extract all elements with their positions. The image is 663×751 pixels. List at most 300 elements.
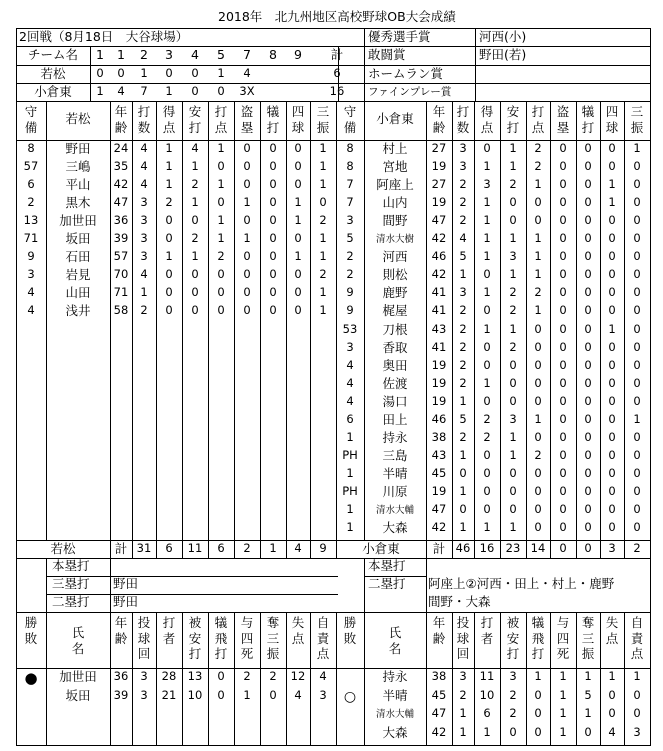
- pitcher-name: 半晴: [382, 687, 408, 703]
- batting-cell: 0: [165, 303, 173, 318]
- batting-cell: 9: [346, 303, 354, 318]
- batting-cell: 0: [509, 483, 517, 498]
- batting-cell: 1: [483, 213, 491, 228]
- batting-cell: 41: [431, 285, 447, 300]
- inning-header: 4: [191, 47, 199, 62]
- batter-name: 間野: [382, 213, 408, 229]
- batting-cell: 0: [584, 231, 592, 246]
- batting-cell: 0: [483, 502, 491, 516]
- batting-cell: 0: [559, 393, 567, 408]
- batting-cell: 0: [633, 249, 641, 264]
- batter-name: 岩見: [65, 267, 91, 283]
- double-label-left: 二塁打: [52, 594, 90, 609]
- batting-cell: 0: [559, 285, 567, 300]
- batting-cell: 1: [509, 141, 517, 155]
- batter-name: 山内: [382, 195, 408, 211]
- batting-cell: 3: [140, 231, 148, 246]
- batting-cell: 1: [459, 520, 467, 535]
- batter-name: 野田: [65, 141, 91, 156]
- batting-cell: 0: [294, 177, 302, 192]
- batting-cell: 0: [243, 159, 251, 174]
- batting-cell: 1: [483, 195, 491, 210]
- batting-cell: 0: [243, 249, 251, 264]
- batting-cell: 2: [459, 195, 467, 210]
- batting-cell: 39: [113, 231, 129, 246]
- batting-cell: 2: [534, 159, 542, 174]
- batting-cell: 0: [483, 141, 491, 155]
- batting-cell: 0: [608, 465, 616, 480]
- batting-header: 守備: [343, 104, 357, 135]
- batting-cell: 71: [23, 231, 39, 246]
- batting-cell: 46: [431, 411, 447, 426]
- pitching-header: 投球回: [137, 615, 151, 662]
- batting-cell: 0: [191, 267, 199, 282]
- batting-cell: 2: [459, 375, 467, 390]
- batter-name: 浅井: [65, 303, 91, 319]
- batting-header-team-left: 若松: [65, 111, 91, 126]
- batting-cell: 70: [113, 267, 129, 282]
- totals-cell: 0: [584, 541, 592, 555]
- award-mvp-value: 河西(小): [479, 29, 527, 44]
- batting-cell: 0: [584, 249, 592, 264]
- pitching-cell: 2: [459, 687, 467, 702]
- inning-header: 7: [243, 47, 251, 62]
- batting-header: 安打: [188, 104, 202, 135]
- batting-cell: PH: [342, 483, 358, 498]
- batting-cell: 0: [584, 502, 592, 516]
- batting-cell: 8: [346, 159, 354, 174]
- batting-cell: 1: [459, 267, 467, 282]
- pitching-header: 被安打: [188, 615, 202, 662]
- inning-score: 1: [96, 84, 104, 98]
- batting-cell: 0: [608, 267, 616, 282]
- batter-name: 清水大輔: [375, 505, 414, 516]
- batting-cell: 1: [243, 231, 251, 246]
- pitching-cell: 0: [608, 687, 616, 702]
- batting-cell: 0: [633, 447, 641, 462]
- pitching-cell: 2: [509, 687, 517, 702]
- totals-cell: 1: [269, 541, 277, 555]
- batting-header: 犠打: [581, 104, 595, 135]
- pitching-header: 年齢: [432, 615, 446, 646]
- batting-cell: 0: [584, 303, 592, 318]
- batting-cell: 0: [534, 357, 542, 372]
- batting-cell: 1: [459, 447, 467, 462]
- batting-cell: 0: [633, 159, 641, 174]
- batting-cell: 0: [608, 285, 616, 300]
- batting-cell: 42: [431, 231, 447, 246]
- pitching-header: 犠飛打: [214, 615, 228, 662]
- batting-cell: 1: [509, 447, 517, 462]
- batting-cell: 1: [608, 195, 616, 210]
- batter-name: 清水大樹: [375, 234, 414, 246]
- batting-header: 打数: [137, 104, 151, 135]
- batting-cell: 38: [431, 429, 447, 444]
- batting-cell: 0: [217, 303, 225, 318]
- batting-cell: 0: [608, 483, 616, 498]
- pitching-cell: 36: [113, 669, 129, 683]
- pitching-cell: 1: [559, 706, 567, 720]
- batting-cell: 0: [534, 339, 542, 354]
- batting-cell: 0: [509, 502, 517, 516]
- batting-cell: 41: [431, 339, 447, 354]
- batting-cell: 1: [140, 285, 148, 300]
- pitching-cell: 1: [459, 706, 467, 720]
- batting-cell: 0: [633, 195, 641, 210]
- batting-cell: 0: [534, 520, 542, 535]
- batting-cell: 1: [534, 231, 542, 246]
- batting-cell: 2: [534, 447, 542, 462]
- batting-cell: 0: [294, 267, 302, 282]
- pitching-cell: 2: [509, 706, 517, 720]
- batting-cell: 2: [459, 213, 467, 228]
- batter-name: 黒木: [65, 195, 91, 211]
- pitching-cell: 3: [319, 688, 327, 702]
- batting-cell: 1: [608, 177, 616, 192]
- batting-cell: 0: [633, 231, 641, 246]
- pitching-cell: 1: [483, 724, 491, 739]
- batting-cell: 0: [584, 141, 592, 155]
- batting-cell: 2: [346, 267, 354, 282]
- batting-cell: 0: [559, 249, 567, 264]
- batting-cell: 8: [346, 141, 354, 155]
- batter-name: 田上: [382, 411, 408, 427]
- totals-cell: 14: [530, 541, 546, 555]
- batting-cell: 0: [584, 393, 592, 408]
- batter-name: 湯口: [382, 393, 408, 409]
- batting-cell: 1: [633, 141, 641, 155]
- batting-cell: 3: [140, 249, 148, 264]
- batting-cell: 36: [113, 213, 129, 228]
- pitching-cell: 3: [140, 688, 148, 702]
- inning-score: 1: [140, 66, 148, 80]
- batting-cell: 0: [483, 393, 491, 408]
- batting-cell: 1: [191, 159, 199, 174]
- batting-cell: 0: [633, 267, 641, 282]
- batter-name: 加世田: [59, 213, 97, 229]
- triple-label-left: 三塁打: [52, 576, 90, 591]
- pitching-cell: 42: [431, 724, 447, 739]
- page-title: 2018年 北九州地区高校野球OB大会成績: [218, 9, 456, 24]
- batting-cell: 0: [584, 213, 592, 228]
- batting-cell: 0: [483, 267, 491, 282]
- batting-cell: 0: [559, 465, 567, 480]
- totals-team-left: 若松: [50, 541, 76, 556]
- batting-cell: 19: [431, 195, 447, 210]
- batting-cell: 1: [608, 321, 616, 336]
- batting-cell: 2: [165, 195, 173, 210]
- batting-cell: 24: [113, 141, 129, 155]
- batting-cell: 57: [23, 159, 39, 174]
- batter-name: 鹿野: [382, 285, 408, 301]
- batting-cell: 0: [509, 195, 517, 210]
- pitching-header-name: 氏名: [71, 625, 85, 656]
- batting-cell: 19: [431, 483, 447, 498]
- totals-cell: 2: [633, 541, 641, 555]
- batting-cell: 7: [346, 195, 354, 210]
- batting-cell: 1: [346, 502, 354, 516]
- pitching-cell: 12: [290, 669, 306, 683]
- batting-cell: 0: [584, 429, 592, 444]
- batter-name: 三嶋: [65, 159, 91, 175]
- batting-cell: 0: [269, 195, 277, 210]
- batting-header: 守備: [24, 104, 38, 135]
- batting-cell: 1: [319, 159, 327, 174]
- batting-cell: 1: [217, 231, 225, 246]
- pitching-cell: 38: [431, 669, 447, 683]
- batter-name: 阿座上: [376, 177, 414, 193]
- pitcher-name: 坂田: [65, 688, 91, 703]
- batting-cell: 4: [140, 141, 148, 155]
- batting-cell: 1: [319, 177, 327, 192]
- inning-header: 3: [165, 47, 173, 62]
- batting-cell: 0: [243, 267, 251, 282]
- batting-cell: 1: [191, 249, 199, 264]
- batting-cell: 9: [346, 285, 354, 300]
- batting-cell: 0: [534, 429, 542, 444]
- batting-cell: 0: [608, 213, 616, 228]
- batting-cell: 46: [431, 249, 447, 264]
- batting-cell: 1: [534, 411, 542, 426]
- batting-cell: 1: [509, 159, 517, 174]
- award-fighting-value: 野田(若): [479, 47, 527, 62]
- batting-cell: 0: [294, 141, 302, 155]
- batting-header: 得点: [480, 104, 494, 135]
- batting-cell: 0: [633, 393, 641, 408]
- batting-cell: 1: [243, 195, 251, 210]
- batting-cell: 1: [509, 520, 517, 535]
- batting-cell: 0: [584, 483, 592, 498]
- linescore-team-header: チーム名: [27, 47, 78, 62]
- batting-cell: 0: [269, 249, 277, 264]
- batting-cell: 0: [608, 339, 616, 354]
- batter-name: 奥田: [382, 357, 408, 373]
- pitching-header: 失点: [291, 615, 305, 646]
- batting-cell: 0: [608, 303, 616, 318]
- pitching-cell: 4: [294, 688, 302, 702]
- batting-cell: 3: [459, 141, 467, 155]
- batting-cell: 2: [459, 303, 467, 318]
- batting-cell: 41: [431, 303, 447, 318]
- batting-cell: 71: [113, 285, 129, 300]
- batting-cell: 4: [346, 393, 354, 408]
- batting-cell: 0: [633, 213, 641, 228]
- batting-cell: 0: [269, 213, 277, 228]
- batting-cell: 0: [269, 231, 277, 246]
- batter-name: 山田: [65, 285, 91, 301]
- pitching-cell: 1: [559, 724, 567, 739]
- pitching-cell: 1: [584, 706, 592, 720]
- batting-cell: 1: [483, 249, 491, 264]
- pitching-header: 勝敗: [24, 615, 38, 646]
- batting-cell: 0: [559, 520, 567, 535]
- batting-cell: 0: [459, 502, 467, 516]
- linescore-team: 小倉東: [34, 84, 72, 99]
- batting-header: 年齢: [114, 104, 128, 135]
- totals-cell: 0: [559, 541, 567, 555]
- batting-header: 三振: [630, 104, 644, 135]
- batter-name: 坂田: [65, 231, 91, 247]
- batting-cell: 0: [534, 195, 542, 210]
- linescore-team: 若松: [40, 66, 66, 81]
- batting-cell: 1: [319, 285, 327, 300]
- batting-cell: 0: [509, 465, 517, 480]
- batting-cell: 0: [559, 231, 567, 246]
- batting-cell: 2: [509, 285, 517, 300]
- pitching-cell: 0: [608, 706, 616, 720]
- batting-cell: 0: [269, 303, 277, 318]
- batting-cell: 0: [608, 447, 616, 462]
- batting-cell: 2: [509, 339, 517, 354]
- batting-cell: 5: [346, 231, 354, 246]
- batting-cell: 4: [140, 267, 148, 282]
- batting-cell: 0: [294, 159, 302, 174]
- batting-cell: 0: [559, 411, 567, 426]
- pitching-header: 奪三振: [581, 615, 595, 662]
- hr-label-right: 本塁打: [368, 558, 406, 573]
- batting-cell: 1: [509, 429, 517, 444]
- batting-cell: 0: [165, 231, 173, 246]
- batting-cell: 0: [294, 285, 302, 300]
- batting-cell: 57: [113, 249, 129, 264]
- batting-cell: 2: [191, 231, 199, 246]
- batting-cell: 4: [191, 141, 199, 155]
- batting-cell: 2: [191, 177, 199, 192]
- inning-score: 0: [165, 66, 173, 80]
- pitching-cell: 4: [319, 669, 327, 683]
- batting-cell: 0: [608, 375, 616, 390]
- batting-cell: 0: [633, 321, 641, 336]
- batting-cell: 0: [534, 502, 542, 516]
- batting-cell: 1: [483, 159, 491, 174]
- batting-cell: 0: [584, 447, 592, 462]
- batter-name: 平山: [65, 177, 91, 193]
- batting-cell: 5: [459, 249, 467, 264]
- batting-cell: 0: [559, 303, 567, 318]
- batting-cell: 2: [534, 285, 542, 300]
- batting-cell: 0: [633, 465, 641, 480]
- batting-cell: 1: [509, 231, 517, 246]
- batting-cell: 1: [294, 195, 302, 210]
- batting-cell: 0: [633, 429, 641, 444]
- batter-name: 宮地: [382, 159, 408, 175]
- pitching-cell: 6: [483, 706, 491, 720]
- batter-name: 石田: [65, 249, 91, 265]
- batting-cell: 1: [483, 285, 491, 300]
- batting-cell: 0: [633, 357, 641, 372]
- pitching-cell: 3: [509, 669, 517, 683]
- batting-cell: 0: [319, 195, 327, 210]
- batting-cell: 0: [269, 177, 277, 192]
- batting-cell: 0: [559, 483, 567, 498]
- inning-header: 9: [294, 47, 302, 62]
- batting-cell: 2: [483, 429, 491, 444]
- batting-cell: 0: [633, 502, 641, 516]
- batting-cell: 0: [509, 213, 517, 228]
- batting-cell: 4: [140, 177, 148, 192]
- pitching-cell: 13: [187, 669, 203, 683]
- batting-cell: 19: [431, 393, 447, 408]
- double-value-right-1: 阿座上②河西・田上・村上・鹿野: [428, 576, 615, 591]
- batting-cell: 0: [584, 285, 592, 300]
- batting-cell: 2: [483, 411, 491, 426]
- pitching-header: 打者: [162, 615, 176, 646]
- batting-cell: 0: [217, 159, 225, 174]
- batter-name: 川原: [382, 483, 408, 499]
- batting-cell: 0: [559, 502, 567, 516]
- pitching-cell: 0: [633, 687, 641, 702]
- pitching-cell: 10: [479, 687, 495, 702]
- pitching-cell: 0: [269, 688, 277, 702]
- batting-cell: 0: [243, 303, 251, 318]
- batting-cell: 0: [608, 159, 616, 174]
- game-info: 2回戦（8月18日 大谷球場）: [19, 29, 189, 44]
- inning-score: 0: [191, 66, 199, 80]
- pitching-header: 奪三振: [266, 615, 280, 662]
- batting-cell: 0: [608, 520, 616, 535]
- totals-cell: 16: [479, 541, 495, 555]
- batting-cell: 27: [431, 177, 447, 192]
- pitching-cell: 47: [431, 706, 447, 720]
- batter-name: 村上: [382, 141, 408, 156]
- pitching-header: 投球回: [456, 615, 470, 662]
- batting-cell: 27: [431, 141, 447, 155]
- batting-cell: 0: [534, 483, 542, 498]
- batting-cell: 4: [346, 357, 354, 372]
- batting-header: 盗塁: [556, 104, 570, 135]
- batter-name: 刀根: [382, 321, 408, 337]
- batting-cell: 19: [431, 375, 447, 390]
- pitching-cell: 4: [608, 724, 616, 739]
- batting-cell: 0: [217, 285, 225, 300]
- inning-score: 1: [217, 66, 225, 80]
- batting-cell: 0: [534, 393, 542, 408]
- award-mvp-label: 優秀選手賞: [368, 29, 431, 44]
- batting-cell: 1: [346, 465, 354, 480]
- batting-cell: 0: [559, 321, 567, 336]
- batting-cell: 0: [608, 393, 616, 408]
- totals-cell: 6: [217, 541, 225, 555]
- batting-header: 得点: [162, 104, 176, 135]
- double-value-left: 野田: [113, 594, 139, 609]
- pitching-header: 勝敗: [343, 615, 357, 646]
- batting-cell: 0: [191, 303, 199, 318]
- pitching-cell: 1: [633, 669, 641, 683]
- batting-cell: 0: [217, 267, 225, 282]
- pitching-cell: 1: [584, 669, 592, 683]
- batting-cell: 0: [608, 502, 616, 516]
- batting-cell: 1: [319, 249, 327, 264]
- totals-team-right: 小倉東: [362, 541, 400, 556]
- batting-cell: 0: [534, 321, 542, 336]
- pitching-cell: 0: [534, 706, 542, 720]
- batting-cell: 6: [27, 177, 35, 192]
- pitching-header: 自責点: [630, 615, 644, 662]
- batting-cell: 0: [633, 375, 641, 390]
- batting-cell: 0: [191, 213, 199, 228]
- batting-cell: 0: [269, 141, 277, 155]
- totals-cell: 3: [608, 541, 616, 555]
- totals-cell: 4: [294, 541, 302, 555]
- batting-header: 四球: [605, 104, 619, 135]
- batting-cell: 0: [459, 465, 467, 480]
- totals-label-left: 計: [114, 541, 128, 556]
- batting-cell: 4: [140, 159, 148, 174]
- batting-cell: 1: [483, 375, 491, 390]
- batting-cell: 0: [633, 483, 641, 498]
- batting-cell: 0: [483, 483, 491, 498]
- batting-cell: 58: [113, 303, 129, 318]
